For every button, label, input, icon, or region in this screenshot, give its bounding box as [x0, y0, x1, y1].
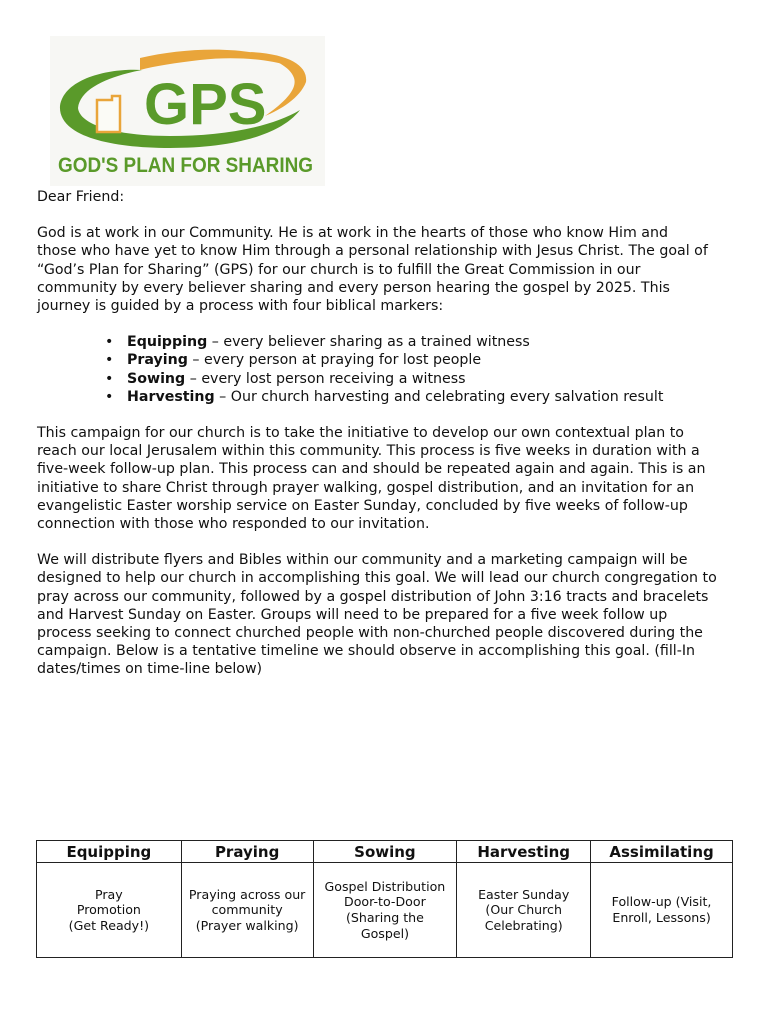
cell-line: (Get Ready!) — [68, 917, 150, 933]
campaign-paragraph — [37, 424, 737, 533]
intro-paragraph — [37, 224, 737, 315]
marker-term: Harvesting — [127, 388, 215, 405]
campaign-line: This campaign for our church is to take the initiative to develop our own contextual plan to — [37, 425, 684, 442]
campaign-line: reach our local Jerusalem within this community. This process is five weeks in duration with a — [37, 443, 700, 460]
timeline-cell-harvesting — [457, 863, 591, 958]
marker-item-harvesting — [127, 388, 737, 406]
distribution-line: dates/times on time-line below) — [37, 661, 263, 678]
gps-logo — [50, 36, 325, 186]
intro-line: community by every believer sharing and every person hearing the gospel by 2025. This — [37, 279, 670, 296]
cell-line: community — [211, 902, 283, 918]
marker-item-equipping — [127, 333, 737, 351]
distribution-line: campaign. Below is a tentative timeline we should observe in accomplishing this goal. (fill-In — [37, 643, 696, 660]
campaign-line: connection with those who responded to our invitation. — [37, 516, 430, 533]
campaign-line: evangelistic Easter worship service on Easter Sunday, concluded by five weeks of follow-up — [37, 497, 688, 514]
timeline-header-harvesting: Harvesting — [457, 841, 591, 863]
marker-item-praying — [127, 351, 737, 369]
campaign-line: initiative to share Christ through prayer walking, gospel distribution, and an invitation for an — [37, 479, 695, 496]
cell-line: Gospel Distribution — [324, 878, 446, 894]
intro-line: “God’s Plan for Sharing” (GPS) for our church is to fulfill the Great Commission in our — [37, 261, 641, 278]
timeline-header-assimilating: Assimilating — [591, 841, 733, 863]
cell-line: (Our Church — [485, 902, 562, 918]
timeline-table — [36, 840, 733, 958]
gps-logo-graphic — [50, 36, 325, 186]
salutation: Dear Friend: — [37, 189, 125, 205]
logo-tagline: GOD'S PLAN FOR SHARING — [58, 154, 313, 177]
cell-line: Enroll, Lessons) — [612, 910, 711, 925]
distribution-line: We will distribute flyers and Bibles within our community and a marketing campaign will be — [37, 552, 688, 569]
distribution-line: pray across our community, followed by a gospel distribution of John 3:16 tracts and bracelets — [37, 588, 709, 605]
cell-line: Promotion — [76, 902, 141, 918]
cell-line: (Prayer walking) — [195, 917, 299, 933]
marker-term: Sowing — [127, 370, 186, 387]
letter-body — [37, 188, 737, 679]
marker-desc: – Our church harvesting and celebrating every salvation result — [214, 388, 664, 405]
distribution-line: process seeking to connect churched people with non-churched people discovered during the — [37, 625, 703, 642]
marker-term: Equipping — [127, 334, 208, 351]
timeline-header-row — [37, 841, 733, 863]
intro-line: God is at work in our Community. He is at work in the hearts of those who know Him and — [37, 225, 668, 242]
cell-line: (Sharing the — [345, 910, 424, 925]
timeline-header-equipping: Equipping — [37, 841, 182, 863]
intro-line: those who have yet to know Him through a personal relationship with Jesus Christ. The goal of — [37, 243, 708, 260]
campaign-line: five-week follow-up plan. This process can and should be repeated again and again. This is an — [37, 461, 706, 478]
state-map-icon — [97, 96, 120, 132]
cell-line: Pray — [95, 886, 123, 902]
marker-desc: – every person at praying for lost people — [187, 352, 482, 369]
cell-line: Gospel) — [360, 925, 409, 941]
logo-wordmark: GPS — [144, 72, 267, 137]
distribution-line: and Harvest Sunday on Easter. Groups will need to be prepared for a five week follow up — [37, 606, 668, 623]
timeline-row — [37, 863, 733, 958]
cell-line: Easter Sunday — [478, 886, 570, 902]
marker-item-sowing — [127, 370, 737, 388]
cell-line: Follow-up (Visit, — [611, 894, 712, 910]
marker-term: Praying — [127, 352, 188, 369]
timeline-cell-assimilating — [591, 863, 733, 958]
cell-line: Door-to-Door — [344, 894, 426, 910]
timeline-header-sowing: Sowing — [313, 841, 457, 863]
timeline-cell-equipping — [37, 863, 182, 958]
intro-line: journey is guided by a process with four biblical markers: — [37, 298, 444, 315]
marker-desc: – every believer sharing as a trained witness — [207, 334, 530, 351]
marker-desc: – every lost person receiving a witness — [185, 370, 466, 387]
timeline-cell-sowing — [313, 863, 457, 958]
distribution-paragraph — [37, 551, 737, 678]
cell-line: Praying across our — [188, 886, 306, 902]
distribution-line: designed to help our church in accomplishing this goal. We will lead our church congregation to — [37, 570, 717, 587]
cell-line: Celebrating) — [484, 917, 563, 933]
markers-list — [37, 333, 737, 406]
timeline-header-praying: Praying — [181, 841, 313, 863]
timeline-cell-praying — [181, 863, 313, 958]
